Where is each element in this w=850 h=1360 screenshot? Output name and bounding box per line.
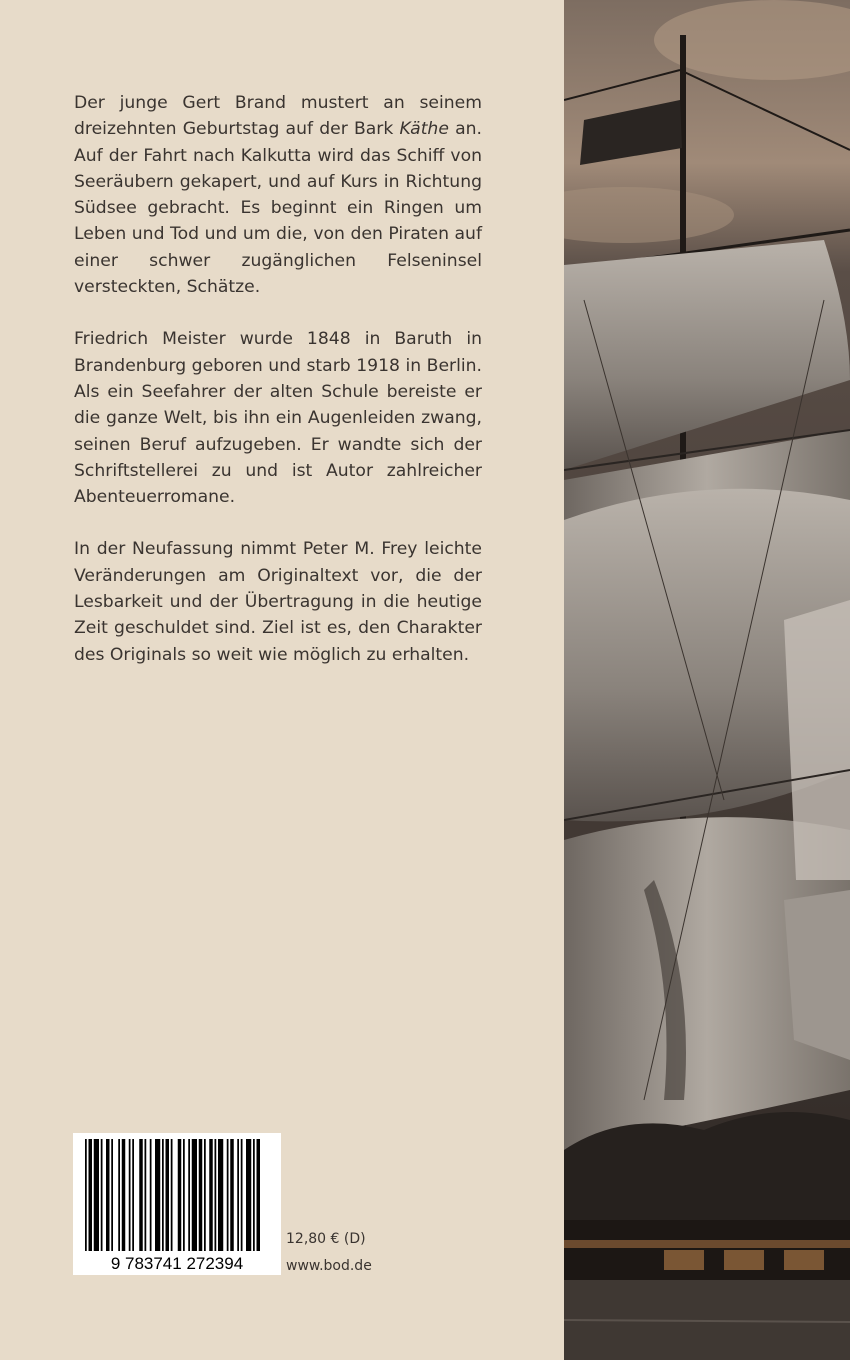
blurb-text [74, 90, 482, 668]
author-bio-paragraph: Friedrich Meister wurde 1848 in Baruth in Brandenburg geboren und starb 1918 in Berlin. Als ein Seefahrer der alten Schule bereiste er die ganze Welt, bis ihn ein Augenleiden zwang, seinen Beruf aufzugeben. Er wandte sich der Schriftstellerei zu und ist Autor zahlreicher Abenteuerromane. [74, 329, 482, 508]
barcode-bar [85, 1139, 87, 1261]
synopsis-text-start: Der junge Gert Brand mustert an seinem dreizehnten Geburtstag auf der Bark [74, 93, 482, 140]
barcode-bar [230, 1139, 234, 1251]
barcode-bar [166, 1139, 170, 1251]
barcode-bar [101, 1139, 103, 1251]
barcode-bar [209, 1139, 213, 1251]
barcode-bar [162, 1139, 164, 1251]
barcode-bar [171, 1139, 173, 1261]
barcode-bar [89, 1139, 93, 1261]
barcode-bar [139, 1139, 143, 1251]
barcode-bar [257, 1139, 261, 1261]
barcode-bar [145, 1139, 147, 1251]
barcode-bar [188, 1139, 190, 1251]
barcode-bar [118, 1139, 120, 1251]
barcode-bar [150, 1139, 152, 1251]
barcode-bar [111, 1139, 113, 1251]
publisher-website: www.bod.de [286, 1258, 372, 1274]
barcode-bar [192, 1139, 197, 1251]
barcode-bar [215, 1139, 217, 1251]
barcode-bar [155, 1139, 160, 1251]
barcode-bar [183, 1139, 185, 1251]
barcode-bar [132, 1139, 134, 1251]
barcode-bar [122, 1139, 126, 1251]
barcode-bar [94, 1139, 99, 1251]
barcode-bar [178, 1139, 182, 1251]
isbn-number: 9 783741 272394 [110, 1254, 244, 1273]
barcode-bars [73, 1133, 281, 1275]
barcode-bar [237, 1139, 239, 1251]
barcode-bar [241, 1139, 243, 1251]
price-label: 12,80 € (D) [286, 1231, 366, 1247]
ship-name: Käthe [399, 119, 449, 140]
edition-note-paragraph: In der Neufassung nimmt Peter M. Frey leichte Veränderungen am Originaltext vor, die der Lesbarkeit und der Übertragung in die heutige Zeit geschuldet sind. Ziel ist es, den Charakter des Originals so weit wie möglich zu erhalten. [74, 539, 482, 665]
barcode-bar [129, 1139, 131, 1251]
barcode-bar [246, 1139, 251, 1251]
barcode-bar [253, 1139, 255, 1251]
barcode-bar [204, 1139, 206, 1251]
synopsis-text-end: an. Auf der Fahrt nach Kalkutta wird das Schiff von Seeräubern gekapert, und auf Kurs in Richtung Südsee gebracht. Es beginnt ein Ringen um Leben und Tod und um die, von den Piraten auf einer schwer zugänglichen Felseninsel versteckten, Schätze. [74, 119, 482, 298]
barcode-bar [218, 1139, 223, 1251]
tall-ship-photo [564, 0, 850, 1360]
barcode-bar [106, 1139, 110, 1251]
barcode-bar [199, 1139, 203, 1251]
barcode-bar [227, 1139, 229, 1251]
isbn-barcode [73, 1133, 281, 1275]
ship-illustration [564, 0, 850, 1360]
synopsis-paragraph [74, 90, 482, 300]
